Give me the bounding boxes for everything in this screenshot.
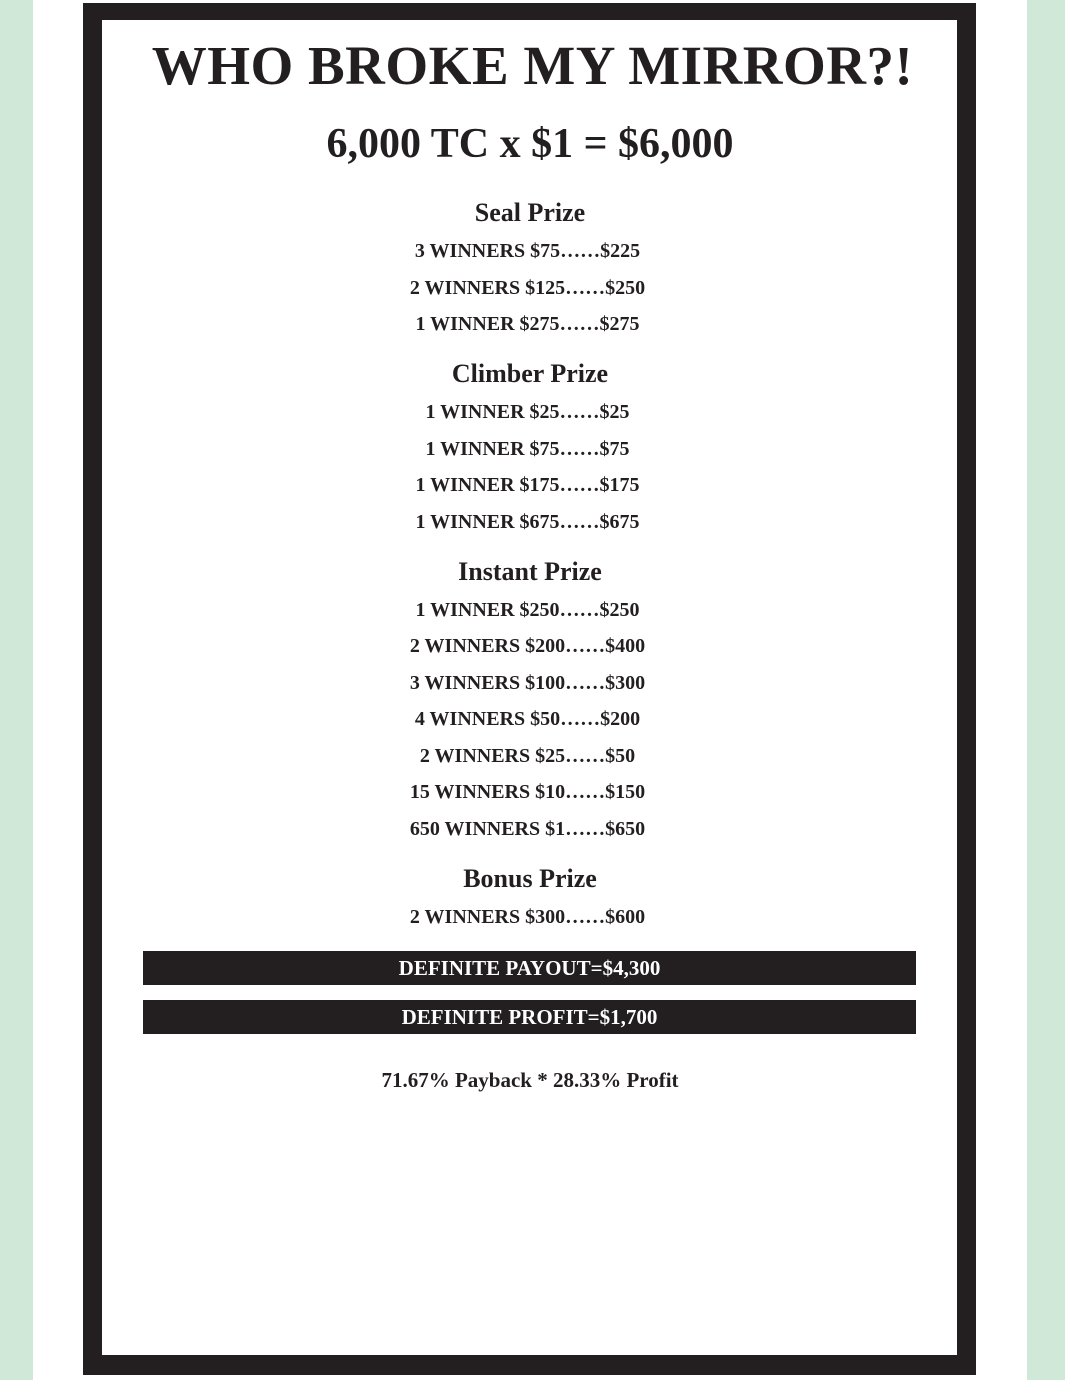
prize-line: 1 WINNER $25……$25 — [425, 401, 630, 423]
document-title: WHO BROKE MY MIRROR?! — [151, 35, 914, 96]
prize-line: 650 WINNERS $1……$650 — [409, 818, 646, 840]
prize-line: 1 WINNER $250……$250 — [415, 599, 640, 621]
ticket-count-summary: 6,000 TC x $1 = $6,000 — [326, 121, 734, 167]
bonus-prize-heading: Bonus Prize — [463, 864, 597, 893]
prize-line: 2 WINNERS $125……$250 — [409, 277, 646, 299]
prize-line: 2 WINNERS $200……$400 — [409, 635, 646, 657]
prize-line: 1 WINNER $175……$175 — [415, 474, 640, 496]
prize-line: 15 WINNERS $10……$150 — [409, 781, 646, 803]
prize-line: 2 WINNERS $300……$600 — [409, 906, 646, 928]
prize-line: 3 WINNERS $75……$225 — [414, 240, 641, 262]
prize-line: 1 WINNER $275……$275 — [415, 313, 640, 335]
prize-line: 1 WINNER $675……$675 — [415, 511, 640, 533]
seal-prize-heading: Seal Prize — [474, 198, 586, 227]
prize-line: 4 WINNERS $50……$200 — [414, 708, 641, 730]
prize-line: 2 WINNERS $25……$50 — [419, 745, 636, 767]
prize-line: 1 WINNER $75……$75 — [425, 438, 630, 460]
prize-line: 3 WINNERS $100……$300 — [409, 672, 646, 694]
payback-profit-summary: 71.67% Payback * 28.33% Profit — [381, 1068, 679, 1092]
instant-prize-heading: Instant Prize — [458, 557, 602, 586]
definite-payout-bar: DEFINITE PAYOUT=$4,300 — [143, 951, 916, 985]
climber-prize-heading: Climber Prize — [451, 359, 609, 388]
definite-profit-bar: DEFINITE PROFIT=$1,700 — [143, 1000, 916, 1034]
